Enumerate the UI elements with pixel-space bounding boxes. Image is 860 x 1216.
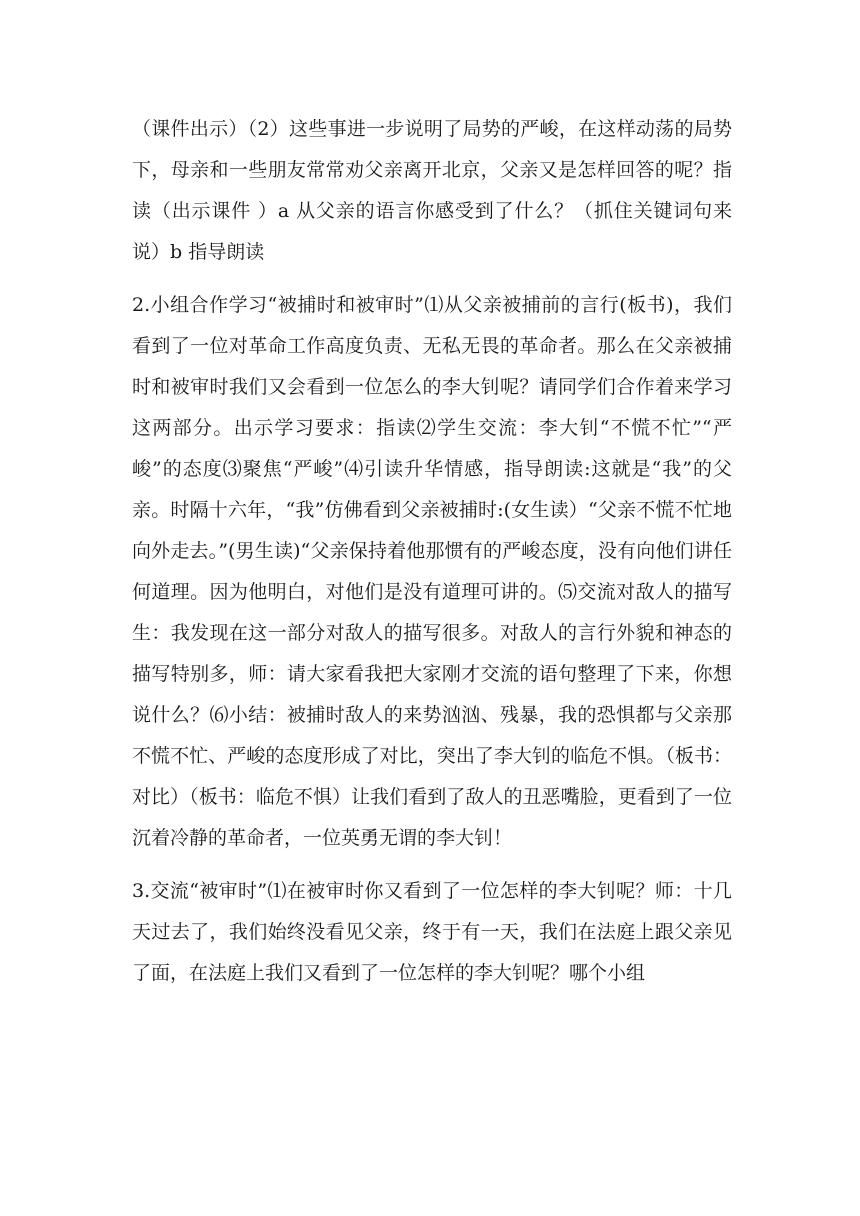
paragraph-group-study-arrest: 2.小组合作学习“被捕时和被审时”⑴从父亲被捕前的言行(板书)，我们看到了一位对革命工作高度负责、无私无畏的革命者。那么在父亲被捕时和被审时我们又会看到一位怎么的李大钊呢？请同学们合作着来学习这两部分。出示学习要求：指读⑵学生交流：李大钊“不慌不忙”“严峻”的态度⑶聚焦“严峻”⑷引读升华情感，指导朗读:这就是“我”的父亲。时隔十六年，“我”仿佛看到父亲被捕时:(女生读）“父亲不慌不忙地向外走去。”(男生读)“父亲保持着他那惯有的严峻态度，没有向他们讲任何道理。因为他明白，对他们是没有道理可讲的。⑸交流对敌人的描写生：我发现在这一部分对敌人的描写很多。对敌人的言行外貌和神态的描写特别多，师：请大家看我把大家刚才交流的语句整理了下来，你想说什么？⑹小结：被捕时敌人的来势汹汹、残暴，我的恐惧都与父亲那不慌不忙、严峻的态度形成了对比，突出了李大钊的临危不惧。（板书：对比）（板书：临危不惧）让我们看到了敌人的丑恶嘴脸，更看到了一位沉着冷静的革命者，一位英勇无谓的李大钊！: [132, 294, 732, 849]
document-body: [132, 109, 732, 1006]
paragraph-trial-discussion: 3.交流“被审时”⑴在被审时你又看到了一位怎样的李大钊呢？师：十几天过去了，我们始终没看见父亲，终于有一天，我们在法庭上跟父亲见了面，在法庭上我们又看到了一位怎样的李大钊呢？哪个小组: [132, 880, 732, 984]
paragraph-courseware-question: （课件出示）（2）这些事进一步说明了局势的严峻，在这样动荡的局势下，母亲和一些朋友常常劝父亲离开北京，父亲又是怎样回答的呢？指读（出示课件 ）a 从父亲的语言你感受到了什么？（抓住关键词句来说）b 指导朗读: [132, 118, 732, 263]
